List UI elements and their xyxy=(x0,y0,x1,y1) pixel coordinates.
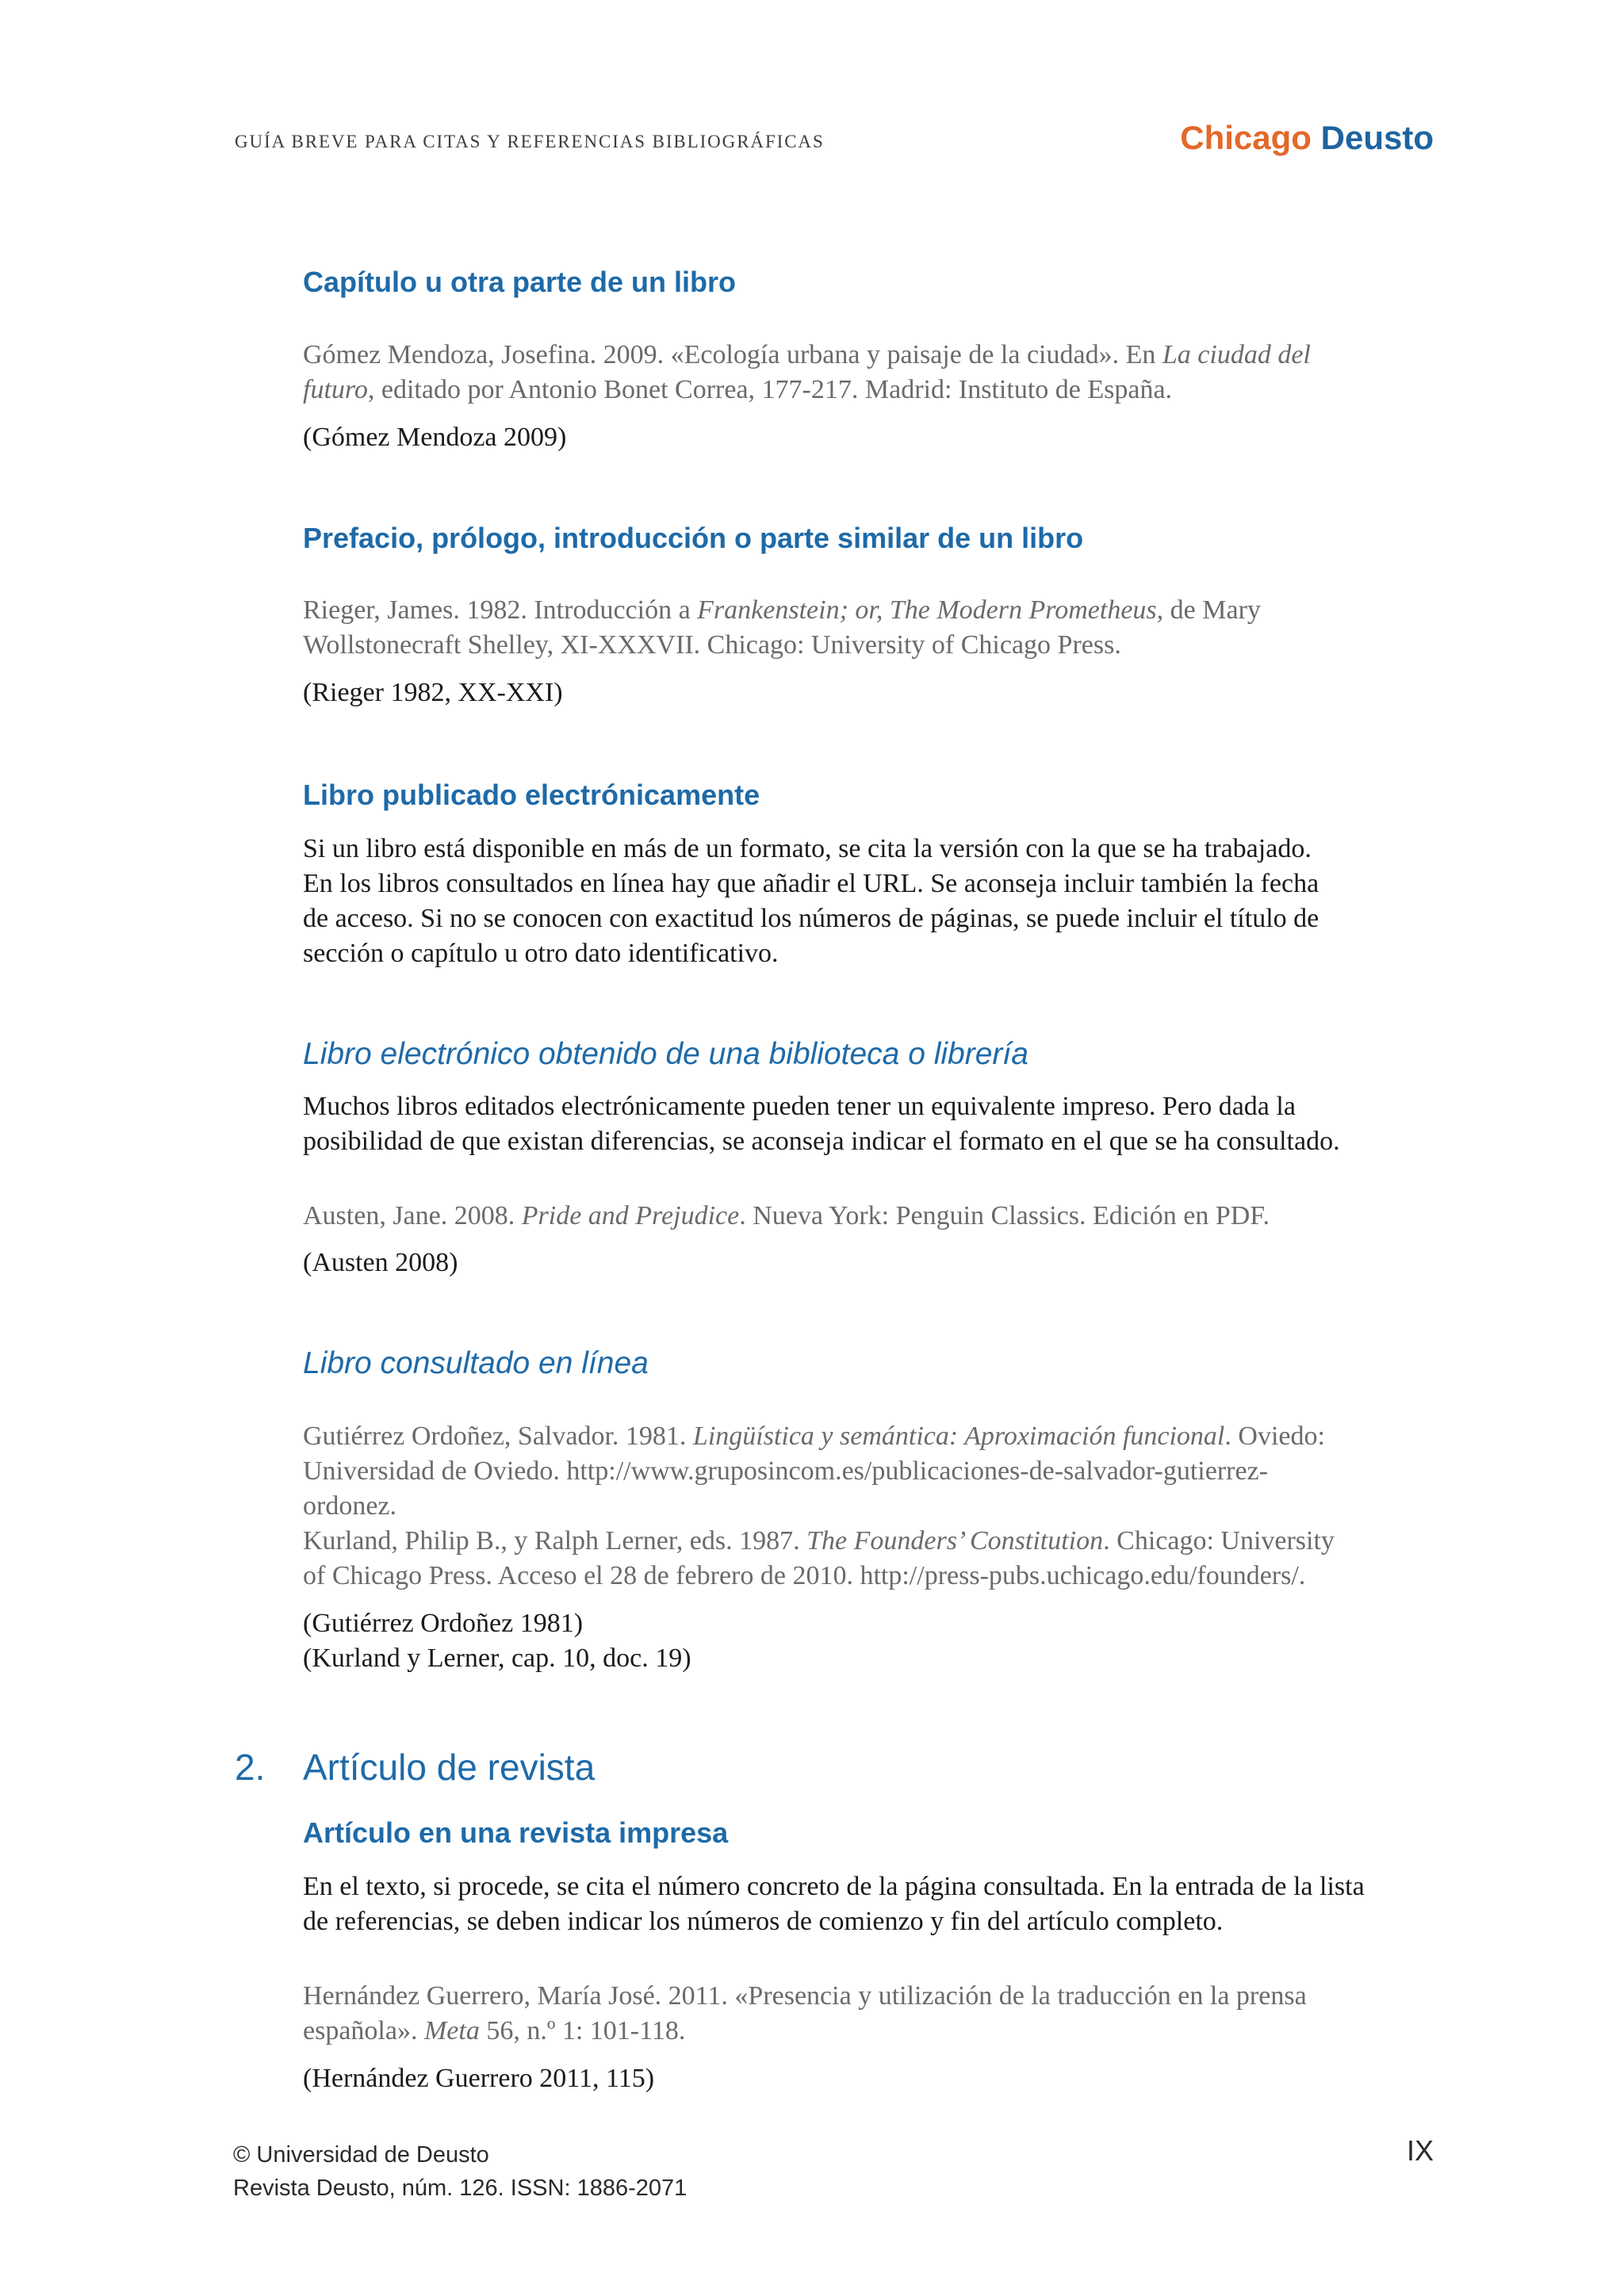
heading-printed-journal: Artículo en una revista impresa xyxy=(303,1816,729,1849)
running-header: GUÍA BREVE PARA CITAS Y REFERENCIAS BIBLIOGRÁFICAS xyxy=(235,132,825,151)
reference-hernandez: Hernández Guerrero, María José. 2011. «Presencia y utilización de la traducción en la prensa española». Meta 56, n.º 1: 101-118. xyxy=(303,1981,1307,2045)
heading-ebook: Libro publicado electrónicamente xyxy=(303,779,760,811)
citation-gomez-mendoza: (Gómez Mendoza 2009) xyxy=(303,423,567,452)
heading-preface: Prefacio, prólogo, introducción o parte similar de un libro xyxy=(303,522,1084,554)
paragraph-printed-journal: En el texto, si procede, se cita el número concreto de la página consultada. En la entrada de la lista de referencias, se deben indicar los números de comienzo y fin del artículo completo. xyxy=(303,1872,1365,1936)
footer-info xyxy=(233,2138,687,2205)
heading-book-online: Libro consultado en línea xyxy=(303,1346,649,1380)
footer-copyright: © Universidad de Deusto xyxy=(233,2142,489,2168)
reference-austen: Austen, Jane. 2008. Pride and Prejudice. Nueva York: Penguin Classics. Edición en PDF. xyxy=(303,1201,1270,1230)
section-title: Artículo de revista xyxy=(303,1747,596,1788)
citation-rieger: (Rieger 1982, XX-XXI) xyxy=(303,678,563,707)
reference-rieger: Rieger, James. 1982. Introducción a Frankenstein; or, The Modern Prometheus, de Mary Wollstonecraft Shelley, XI-XXXVII. Chicago: University of Chicago Press. xyxy=(303,595,1261,660)
section-number: 2. xyxy=(235,1747,266,1788)
citation-gutierrez: (Gutiérrez Ordoñez 1981) xyxy=(303,1609,584,1638)
reference-gomez-mendoza: Gómez Mendoza, Josefina. 2009. «Ecología urbana y paisaje de la ciudad». En La ciudad del futuro, editado por Antonio Bonet Correa, 177-217. Madrid: Instituto de España. xyxy=(303,340,1311,404)
brand-chicago: Chicago xyxy=(1180,119,1312,156)
citation-austen: (Austen 2008) xyxy=(303,1248,458,1277)
page-number: IX xyxy=(1406,2134,1434,2167)
paragraph-ebook: Si un libro está disponible en más de un formato, se cita la versión con la que se ha trabajado. En los libros consultados en línea hay que añadir el URL. Se aconseja incluir también la fecha de acceso. Si no se conocen con exactitud los números de páginas, se puede incluir el título de sección o capítulo u otro dato identificativo. xyxy=(303,834,1320,968)
heading-chapter-of-book: Capítulo u otra parte de un libro xyxy=(303,266,737,298)
brand-deusto: Deusto xyxy=(1320,119,1434,156)
reference-gutierrez: Gutiérrez Ordoñez, Salvador. 1981. Lingüística y semántica: Aproximación funcional. Oviedo: Universidad de Oviedo. http://www.gruposincom.es/publicaciones-de-salvador-gutierrez- ordonez. xyxy=(303,1422,1325,1521)
citation-kurland: (Kurland y Lerner, cap. 10, doc. 19) xyxy=(303,1644,691,1673)
heading-ebook-library: Libro electrónico obtenido de una biblioteca o librería xyxy=(303,1037,1028,1071)
citation-hernandez: (Hernández Guerrero 2011, 115) xyxy=(303,2064,655,2093)
brand-logo xyxy=(1180,119,1434,157)
paragraph-ebook-library: Muchos libros editados electrónicamente pueden tener un equivalente impreso. Pero dada la posibilidad de que existan diferencias, se aconseja indicar el formato en el que se ha consultado. xyxy=(303,1092,1340,1156)
heading-journal-article xyxy=(235,1746,595,1789)
reference-kurland: Kurland, Philip B., y Ralph Lerner, eds. 1987. The Founders’ Constitution. Chicago: University of Chicago Press. Acceso el 28 de febrero de 2010. http://press-pubs.uchicago.edu/founders/. xyxy=(303,1526,1335,1590)
footer-journal: Revista Deusto, núm. 126. ISSN: 1886-2071 xyxy=(233,2175,688,2201)
